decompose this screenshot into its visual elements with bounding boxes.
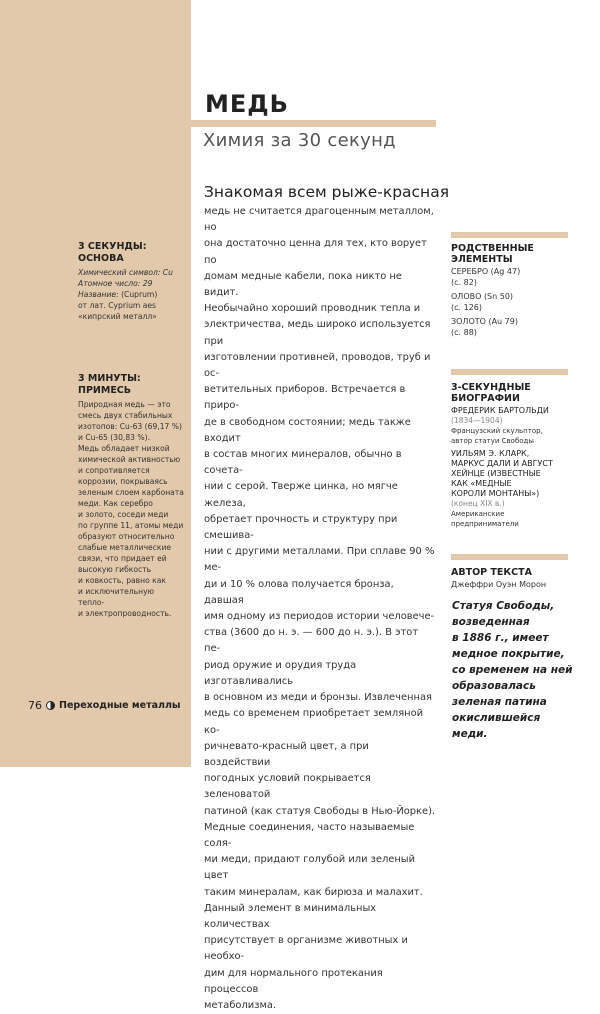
bio-copper-kings-dates: (конец XIX в.) xyxy=(451,499,505,508)
three-minutes-text: Природная медь — это смесь двух стабильных изотопов: Cu-63 (69,17 %) и Cu-65 (30,83 %). Медь обладает низкой химической активностью и сопротивляется коррозии, покрываясь зеленым слоем карбоната меди. Как серебро и золото, соседи меди по группе 11, атомы меди образуют относительно слабые металлические связи, что придает ей высокую гибкость и ковкость, равно как и исключительную тепло- и электропроводность. xyxy=(78,400,184,618)
bios-top-bar xyxy=(451,369,568,375)
related-top-bar xyxy=(451,232,568,238)
author-heading: АВТОР ТЕКСТА xyxy=(451,567,532,578)
related-heading: РОДСТВЕННЫЕ ЭЛЕМЕНТЫ xyxy=(451,243,534,265)
related-item-silver[interactable]: СЕРЕБРО (Ag 47) (с. 82) xyxy=(451,267,521,287)
name-origin: от лат. Cyprium aes xyxy=(78,301,156,310)
bio-copper-kings-name: УИЛЬЯМ Э. КЛАРК, МАРКУС ДАЛИ И АВГУСТ ХЕЙНЦЕ (ИЗВЕСТНЫЕ КАК «МЕДНЫЕ КОРОЛИ МОНТАНЫ») xyxy=(451,449,553,498)
page-title: МЕДЬ xyxy=(205,90,289,118)
atomic-number: Атомное число: 29 xyxy=(78,279,153,288)
related-item-tin[interactable]: ОЛОВО (Sn 50) (с. 126) xyxy=(451,292,514,312)
main-lead: Знакомая всем рыже-красная xyxy=(204,183,450,201)
name-translation: «кипрский металл» xyxy=(78,312,157,321)
page-number: 76 xyxy=(28,699,42,712)
biographies-block xyxy=(451,382,569,529)
chemical-symbol: Химический символ: Cu xyxy=(78,268,173,277)
author-block xyxy=(451,567,569,590)
three-seconds-block xyxy=(78,241,188,322)
related-elements-block xyxy=(451,243,569,338)
minutes-divider-bar xyxy=(78,348,191,354)
half-circle-icon xyxy=(46,701,55,710)
page-footer xyxy=(28,699,181,712)
bio-bartholdi-name: ФРЕДЕРИК БАРТОЛЬДИ xyxy=(451,406,549,415)
three-seconds-heading: 3 СЕКУНДЫ: ОСНОВА xyxy=(78,241,147,264)
page-subtitle: Химия за 30 секунд xyxy=(203,130,396,151)
three-minutes-heading: 3 МИНУТЫ: ПРИМЕСЬ xyxy=(78,373,141,396)
related-item-gold[interactable]: ЗОЛОТО (Au 79) (с. 88) xyxy=(451,317,518,337)
section-name: Переходные металлы xyxy=(59,700,181,711)
image-caption-quote: Статуя Свободы, возведенная в 1886 г., имеет медное покрытие, со временем на ней образовалась зеленая патина окислившейся меди. xyxy=(452,600,573,740)
bios-heading: 3-СЕКУНДНЫЕ БИОГРАФИИ xyxy=(451,382,531,404)
bio-copper-kings-desc: Американские предприниматели xyxy=(451,510,519,528)
element-name: Название: (Cuprum) xyxy=(78,290,158,299)
bio-bartholdi-dates: (1834—1904) xyxy=(451,416,503,425)
title-underline-bar xyxy=(191,120,436,127)
author-name: Джеффри Оуэн Морон xyxy=(451,580,547,589)
three-minutes-block xyxy=(78,373,188,619)
main-body-text: медь не считается драгоценным металлом, но она достаточно ценна для тех, кто ворует по домам медные кабели, пока никто не видит. Необычайно хороший проводник тепла и электричества, медь широко используется при изготовлении противней, проводов, труб и ос- ветительных приборов. Встречается в приро- де в свободном состоянии; медь также входит в состав многих минералов, обычно в сочета- нии с серой. Тверже цинка, но мягче железа, обретает прочность и структуру при смешива- нии с другими металлами. При сплаве 90 % ме- ди и 10 % олова получается бронза, давшая имя одному из периодов истории человече- ства (3600 до н. э. — 600 до н. э.). В этот пе- риод оружие и орудия труда изготавливались в основном из меди и бронзы. Извлеченная медь со временем приобретает земляной ко- ричневато-красный цвет, а при воздействии погодных условий покрывается зеленоватой патиной (как статуя Свободы в Нью-Йорке). Медные соединения, часто называемые соля- ми меди, придают голубой или зеленый цвет таким минералам, как бирюза и малахит. Данный элемент в минимальных количествах присутствует в организме животных и необхо- дим для нормального протекания процессов метаболизма. xyxy=(204,206,436,1011)
author-top-bar xyxy=(451,554,568,560)
bio-bartholdi-desc: Французский скульптор, автор статуи Свободы xyxy=(451,427,543,445)
